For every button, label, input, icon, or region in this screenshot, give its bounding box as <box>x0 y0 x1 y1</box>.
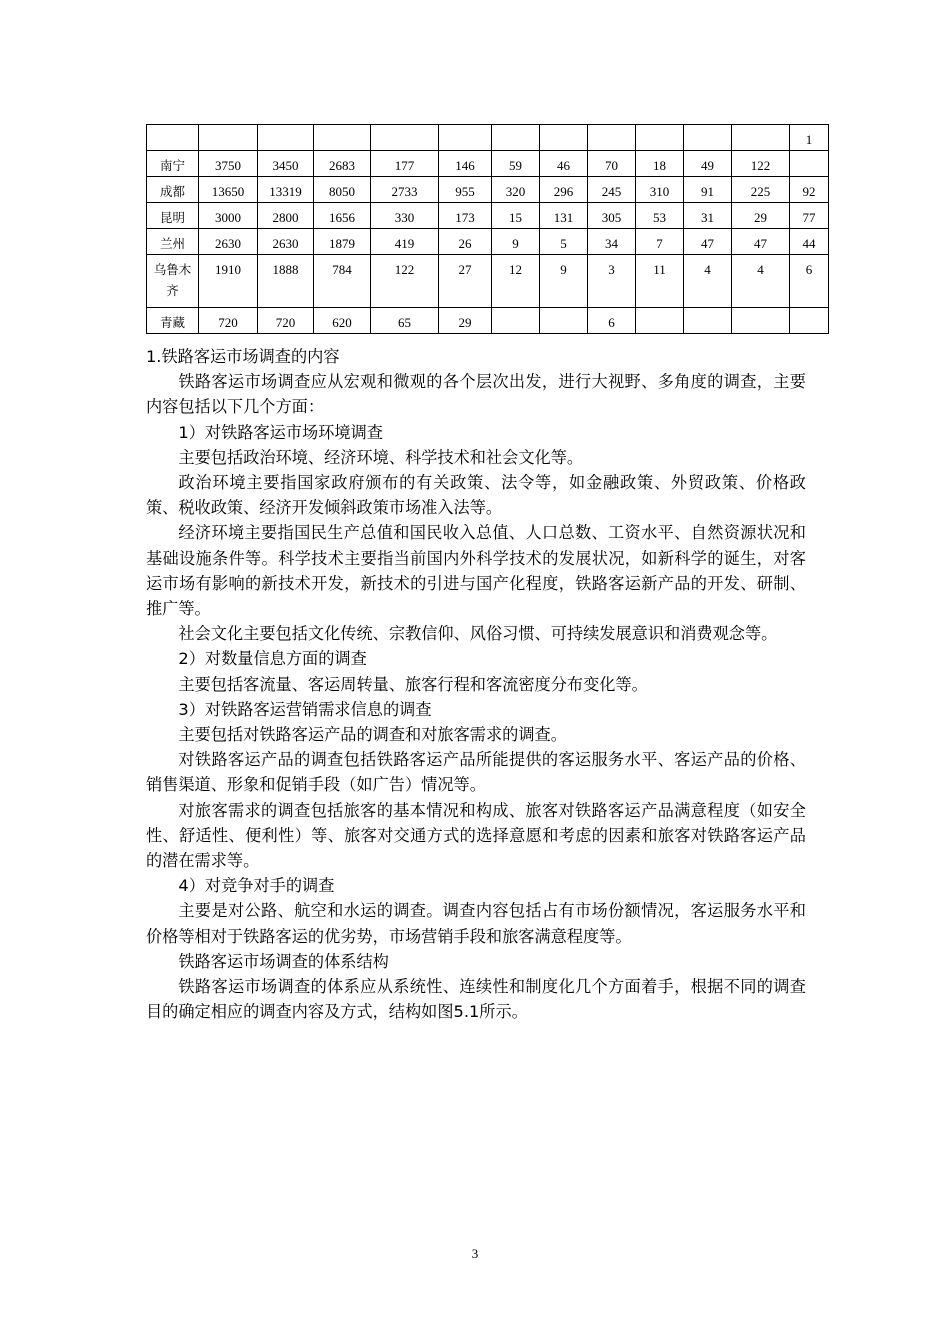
table-cell: 53 <box>636 203 684 229</box>
table-row <box>147 125 829 151</box>
table-cell: 2683 <box>314 151 371 177</box>
table-cell: 620 <box>314 308 371 334</box>
table-cell <box>439 125 492 151</box>
table-cell <box>314 125 371 151</box>
table-row <box>147 151 829 177</box>
table-row <box>147 177 829 203</box>
table-cell: 146 <box>439 151 492 177</box>
table-cell <box>371 125 439 151</box>
table-cell: 720 <box>199 308 258 334</box>
table-cell: 419 <box>371 229 439 255</box>
table-cell: 13319 <box>258 177 314 203</box>
table-cell: 9 <box>540 255 588 308</box>
table-cell: 1656 <box>314 203 371 229</box>
table-cell: 2733 <box>371 177 439 203</box>
table-cell: 3000 <box>199 203 258 229</box>
paragraph: 4）对竞争对手的调查 <box>178 876 335 896</box>
table-cell <box>790 308 829 334</box>
table-cell <box>199 125 258 151</box>
table-cell: 47 <box>684 229 732 255</box>
table-cell: 296 <box>540 177 588 203</box>
paragraph: 经济环境主要指国民生产总值和国民收入总值、人口总数、工资水平、自然资源状况和基础设施条件等。科学技术主要指当前国内外科学技术的发展状况，如新科学的诞生，对客运市场有影响的新技术开发，新技术的引进与国产化程度，铁路客运新产品的开发、研制、推广等。 <box>146 523 806 619</box>
table-cell: 15 <box>492 203 540 229</box>
table-cell: 320 <box>492 177 540 203</box>
table-cell: 2630 <box>199 229 258 255</box>
table-row <box>147 229 829 255</box>
table-cell: 8050 <box>314 177 371 203</box>
table-cell: 18 <box>636 151 684 177</box>
table-cell: 44 <box>790 229 829 255</box>
table-cell: 12 <box>492 255 540 308</box>
table-cell: 34 <box>588 229 636 255</box>
paragraph: 1）对铁路客运市场环境调查 <box>178 422 383 442</box>
table-row <box>147 308 829 334</box>
table-cell: 65 <box>371 308 439 334</box>
table-cell: 29 <box>732 203 790 229</box>
table-cell <box>684 308 732 334</box>
paragraph: 2）对数量信息方面的调查 <box>178 649 367 669</box>
body-text <box>146 344 806 1024</box>
table-cell <box>258 125 314 151</box>
table-cell: 3450 <box>258 151 314 177</box>
table-cell <box>732 125 790 151</box>
table-cell: 131 <box>540 203 588 229</box>
table-row <box>147 255 829 308</box>
table-cell: 1888 <box>258 255 314 308</box>
table-cell: 4 <box>732 255 790 308</box>
page-number: 3 <box>471 1246 479 1261</box>
table-cell: 173 <box>439 203 492 229</box>
table-cell <box>790 151 829 177</box>
row-label-cell <box>147 125 199 151</box>
paragraph: 主要包括客流量、客运周转量、旅客行程和客流密度分布变化等。 <box>178 674 648 694</box>
table-cell <box>588 125 636 151</box>
row-label-cell: 昆明 <box>147 203 199 229</box>
table-cell: 29 <box>439 308 492 334</box>
table-cell: 31 <box>684 203 732 229</box>
table-row <box>147 203 829 229</box>
table-cell: 59 <box>492 151 540 177</box>
table-cell: 305 <box>588 203 636 229</box>
table-cell: 13650 <box>199 177 258 203</box>
table-cell: 47 <box>732 229 790 255</box>
table-cell <box>636 125 684 151</box>
table-cell: 122 <box>732 151 790 177</box>
table-cell <box>540 125 588 151</box>
table-cell: 720 <box>258 308 314 334</box>
paragraph: 主要包括对铁路客运产品的调查和对旅客需求的调查。 <box>178 725 567 745</box>
table-cell: 4 <box>684 255 732 308</box>
table-cell: 1910 <box>199 255 258 308</box>
table-cell: 3 <box>588 255 636 308</box>
table-cell: 26 <box>439 229 492 255</box>
paragraph: 对旅客需求的调查包括旅客的基本情况和构成、旅客对铁路客运产品满意程度（如安全性、舒适性、便利性）等、旅客对交通方式的选择意愿和考虑的因素和旅客对铁路客运产品的潜在需求等。 <box>146 800 806 871</box>
row-label-cell: 成都 <box>147 177 199 203</box>
table-cell <box>732 308 790 334</box>
table-cell: 6 <box>588 308 636 334</box>
table-cell: 310 <box>636 177 684 203</box>
table-cell: 177 <box>371 151 439 177</box>
paragraph: 1.铁路客运市场调查的内容 <box>146 347 340 366</box>
table-cell: 3750 <box>199 151 258 177</box>
table-cell: 9 <box>492 229 540 255</box>
table-cell: 7 <box>636 229 684 255</box>
table-cell: 11 <box>636 255 684 308</box>
table-cell: 784 <box>314 255 371 308</box>
table-cell: 1 <box>790 125 829 151</box>
table-body <box>147 125 829 334</box>
paragraph: 主要包括政治环境、经济环境、科学技术和社会文化等。 <box>178 447 584 467</box>
paragraph: 3）对铁路客运营销需求信息的调查 <box>178 699 432 719</box>
table-cell: 49 <box>684 151 732 177</box>
paragraph: 对铁路客运产品的调查包括铁路客运产品所能提供的客运服务水平、客运产品的价格、销售渠道、形象和促销手段（如广告）情况等。 <box>146 750 806 795</box>
paragraph: 社会文化主要包括文化传统、宗教信仰、风俗习惯、可持续发展意识和消费观念等。 <box>178 624 778 644</box>
table-cell: 5 <box>540 229 588 255</box>
table-cell <box>492 308 540 334</box>
table-cell <box>492 125 540 151</box>
table-cell: 91 <box>684 177 732 203</box>
paragraph: 政治环境主要指国家政府颁布的有关政策、法令等，如金融政策、外贸政策、价格政策、税收政策、经济开发倾斜政策市场准入法等。 <box>146 473 806 518</box>
statistics-table <box>146 124 829 334</box>
table-cell: 225 <box>732 177 790 203</box>
table-cell: 77 <box>790 203 829 229</box>
table-cell: 330 <box>371 203 439 229</box>
table-cell: 92 <box>790 177 829 203</box>
table-cell <box>684 125 732 151</box>
row-label-cell: 青藏 <box>147 308 199 334</box>
paragraph: 主要是对公路、航空和水运的调查。调查内容包括占有市场份额情况，客运服务水平和价格等相对于铁路客运的优劣势，市场营销手段和旅客满意程度等。 <box>146 901 806 946</box>
row-label-cell: 兰州 <box>147 229 199 255</box>
table-cell: 1879 <box>314 229 371 255</box>
table-cell <box>540 308 588 334</box>
table-cell: 6 <box>790 255 829 308</box>
table-cell: 955 <box>439 177 492 203</box>
paragraph: 铁路客运市场调查应从宏观和微观的各个层次出发，进行大视野、多角度的调查，主要内容包括以下几个方面： <box>146 372 806 417</box>
table-cell <box>636 308 684 334</box>
table-cell: 2800 <box>258 203 314 229</box>
table-cell: 245 <box>588 177 636 203</box>
row-label-cell: 南宁 <box>147 151 199 177</box>
table-cell: 122 <box>371 255 439 308</box>
table-cell: 70 <box>588 151 636 177</box>
row-label-cell: 乌鲁木齐 <box>147 255 199 308</box>
table-cell: 2630 <box>258 229 314 255</box>
table-cell: 27 <box>439 255 492 308</box>
paragraph: 铁路客运市场调查的体系结构 <box>178 951 389 971</box>
table-cell: 46 <box>540 151 588 177</box>
paragraph: 铁路客运市场调查的体系应从系统性、连续性和制度化几个方面着手，根据不同的调查目的确定相应的调查内容及方式，结构如图5.1所示。 <box>146 977 806 1022</box>
